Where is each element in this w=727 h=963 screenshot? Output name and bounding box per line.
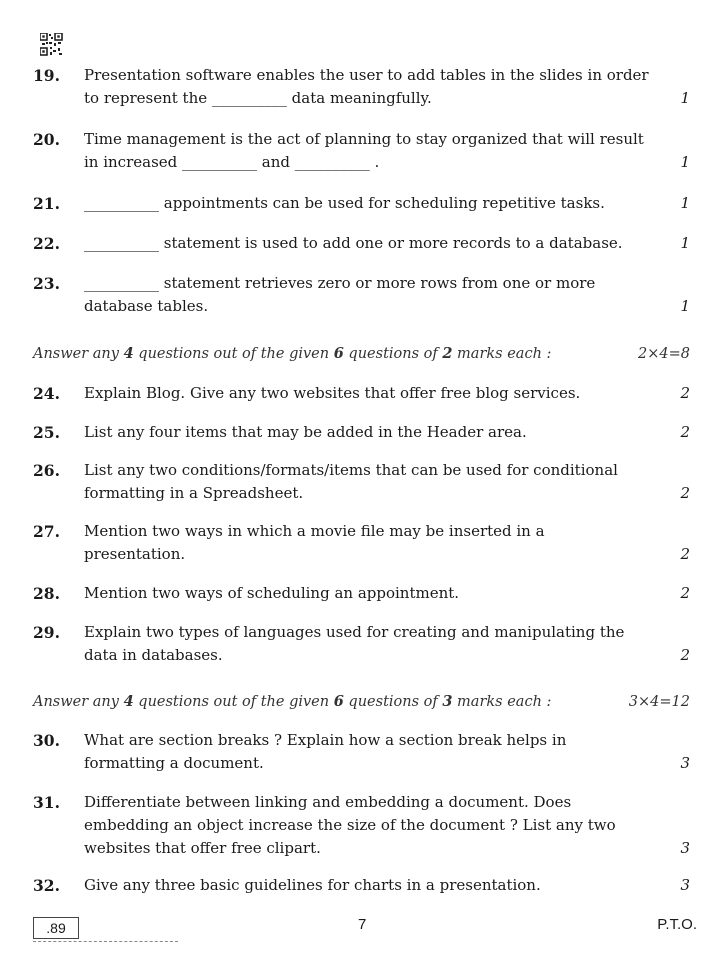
question-line: __________ appointments can be used for scheduling repetitive tasks. xyxy=(84,194,605,212)
question-28 xyxy=(33,582,693,605)
instruction-text: questions of xyxy=(343,694,443,710)
question-text xyxy=(84,729,654,775)
question-number: 27. xyxy=(33,522,60,541)
section-total: 3×4=12 xyxy=(628,694,690,710)
instruction-count: 4 xyxy=(123,345,134,362)
marks: 2 xyxy=(680,423,690,441)
question-line: in increased __________ and __________ . xyxy=(84,153,380,171)
question-25 xyxy=(33,421,693,444)
question-number: 26. xyxy=(33,461,60,480)
question-text xyxy=(84,272,654,318)
question-26 xyxy=(33,459,693,505)
section-instruction-3-marks xyxy=(33,692,693,712)
instruction-text: questions out of the given xyxy=(133,346,334,362)
question-31 xyxy=(33,791,693,860)
question-line: websites that offer free clipart. xyxy=(84,839,321,857)
question-number: 31. xyxy=(33,793,60,812)
marks: 2 xyxy=(680,545,690,563)
instruction-count: 6 xyxy=(333,693,344,710)
question-text xyxy=(84,64,654,110)
page-number: 7 xyxy=(358,916,367,933)
question-line: formatting in a Spreadsheet. xyxy=(84,484,304,502)
pto-label: P.T.O. xyxy=(657,916,697,933)
question-30 xyxy=(33,729,693,775)
question-line: Give any three basic guidelines for charts in a presentation. xyxy=(84,876,541,894)
question-line: Presentation software enables the user to add tables in the slides in order xyxy=(84,66,649,84)
question-line: Mention two ways of scheduling an appointment. xyxy=(84,584,460,602)
question-23 xyxy=(33,272,693,318)
question-32 xyxy=(33,874,693,897)
instruction-text: questions of xyxy=(343,346,443,362)
marks: 1 xyxy=(680,234,690,252)
question-text xyxy=(84,459,654,505)
marks: 3 xyxy=(680,876,690,894)
marks: 2 xyxy=(680,646,690,664)
question-line: to represent the __________ data meaningfully. xyxy=(84,89,432,107)
question-number: 22. xyxy=(33,234,60,253)
section-instruction-2-marks xyxy=(33,344,693,364)
instruction-text: marks each : xyxy=(452,346,552,362)
question-number: 20. xyxy=(33,130,60,149)
instruction-marks: 3 xyxy=(442,693,453,710)
question-line: database tables. xyxy=(84,297,209,315)
question-line: List any four items that may be added in the Header area. xyxy=(84,423,527,441)
marks: 3 xyxy=(680,839,690,857)
question-text xyxy=(84,621,654,667)
question-text xyxy=(84,128,654,174)
question-number: 24. xyxy=(33,384,60,403)
question-text xyxy=(84,520,654,566)
question-number: 29. xyxy=(33,623,60,642)
question-text xyxy=(84,192,654,215)
question-number: 21. xyxy=(33,194,60,213)
marks: 2 xyxy=(680,384,690,402)
question-line: Explain Blog. Give any two websites that offer free blog services. xyxy=(84,384,581,402)
marks: 1 xyxy=(680,89,690,107)
instruction-count: 4 xyxy=(123,693,134,710)
question-text xyxy=(84,382,654,405)
question-line: __________ statement retrieves zero or more rows from one or more xyxy=(84,274,596,292)
question-line: presentation. xyxy=(84,545,186,563)
question-line: List any two conditions/formats/items that can be used for conditional xyxy=(84,461,618,479)
question-22 xyxy=(33,232,693,255)
instruction-text: Answer any xyxy=(33,694,124,710)
question-line: Time management is the act of planning to stay organized that will result xyxy=(84,130,644,148)
question-text xyxy=(84,421,654,444)
question-line: Explain two types of languages used for creating and manipulating the xyxy=(84,623,625,641)
question-20 xyxy=(33,128,693,174)
question-text xyxy=(84,874,654,897)
marks: 2 xyxy=(680,484,690,502)
instruction-text: questions out of the given xyxy=(133,694,334,710)
qr-code-icon xyxy=(40,33,63,56)
instruction-marks: 2 xyxy=(442,345,453,362)
question-line: Differentiate between linking and embedding a document. Does xyxy=(84,793,572,811)
question-number: 19. xyxy=(33,66,60,85)
question-19 xyxy=(33,64,693,110)
paper-code-box: .89 xyxy=(33,917,79,939)
marks: 1 xyxy=(680,194,690,212)
instruction-text: Answer any xyxy=(33,346,124,362)
section-total: 2×4=8 xyxy=(638,346,690,362)
question-number: 32. xyxy=(33,876,60,895)
question-24 xyxy=(33,382,693,405)
question-number: 28. xyxy=(33,584,60,603)
question-27 xyxy=(33,520,693,566)
question-line: What are section breaks ? Explain how a section break helps in xyxy=(84,731,567,749)
marks: 2 xyxy=(680,584,690,602)
question-21 xyxy=(33,192,693,215)
footer-divider xyxy=(33,941,178,942)
marks: 1 xyxy=(680,297,690,315)
question-line: embedding an object increase the size of the document ? List any two xyxy=(84,816,616,834)
marks: 1 xyxy=(680,153,690,171)
question-number: 23. xyxy=(33,274,60,293)
instruction-count: 6 xyxy=(333,345,344,362)
marks: 3 xyxy=(680,754,690,772)
question-29 xyxy=(33,621,693,667)
question-line: __________ statement is used to add one or more records to a database. xyxy=(84,234,623,252)
question-number: 30. xyxy=(33,731,60,750)
question-line: formatting a document. xyxy=(84,754,264,772)
question-line: data in databases. xyxy=(84,646,223,664)
question-text xyxy=(84,791,654,860)
question-text xyxy=(84,582,654,605)
question-text xyxy=(84,232,654,255)
instruction-text: marks each : xyxy=(452,694,552,710)
question-number: 25. xyxy=(33,423,60,442)
question-line: Mention two ways in which a movie file may be inserted in a xyxy=(84,522,545,540)
